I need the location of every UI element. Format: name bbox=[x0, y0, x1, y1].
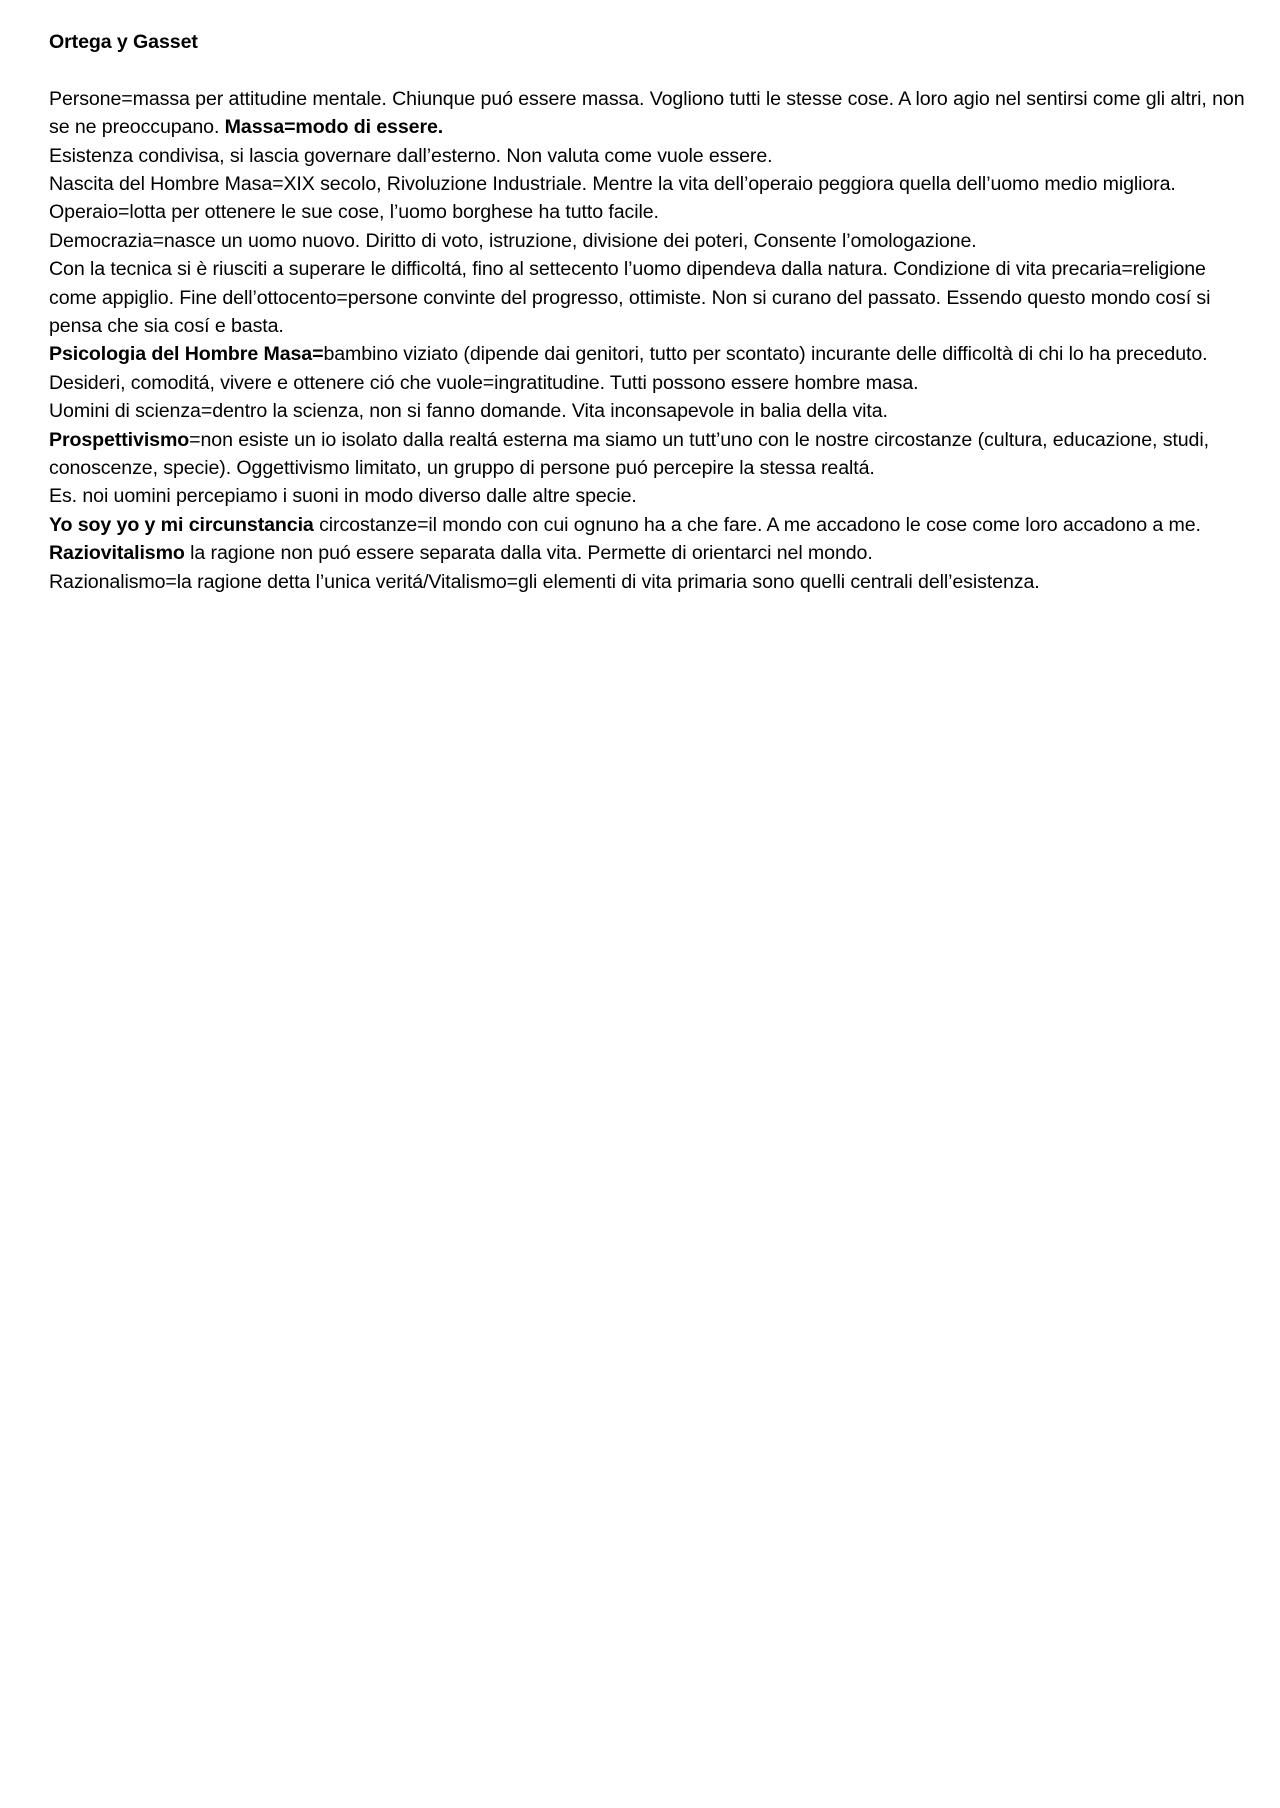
document-title: Ortega y Gasset bbox=[49, 31, 198, 53]
paragraph-bold-head: Psicologia del Hombre Masa= bbox=[49, 343, 324, 366]
paragraph-text: Razionalismo=la ragione detta l’unica veritá/Vitalismo=gli elementi di vita primaria sono quelli centrali dell’esistenza. bbox=[49, 570, 1040, 593]
paragraph-democrazia bbox=[49, 227, 1249, 255]
paragraph-text: la ragione non puó essere separata dalla vita. Permette di orientarci nel mondo. bbox=[184, 542, 873, 565]
paragraph-text: Uomini di scienza=dentro la scienza, non si fanno domande. Vita inconsapevole in balia della vita. bbox=[49, 400, 888, 423]
paragraph-esempio bbox=[49, 482, 1249, 510]
paragraph-circunstancia bbox=[49, 511, 1249, 539]
paragraph-text: Persone=massa per attitudine mentale. Chiunque puó essere massa. Vogliono tutti le stesse cose. A loro agio nel sentirsi come gli altri, non se ne preoccupano. bbox=[49, 87, 1245, 139]
paragraph-text: =non esiste un io isolato dalla realtá esterna ma siamo un tutt’uno con le nostre circostanze (cultura, educazione, studi, conoscenze, specie). Oggettivismo limitato, un gruppo di persone puó percepire la stessa realtá. bbox=[49, 428, 1209, 480]
paragraph-text: Con la tecnica si è riusciti a superare le difficoltá, fino al settecento l’uomo dipendeva dalla natura. Condizione di vita precaria=religione come appiglio. Fine dell’ottocento=persone convinte del progresso, ottimiste. Non si curano del passato. Essendo questo mondo cosí si pensa che sia cosí e basta. bbox=[49, 258, 1211, 338]
paragraph-esistenza bbox=[49, 142, 1249, 170]
paragraph-psicologia bbox=[49, 340, 1249, 397]
document-body bbox=[49, 28, 1249, 596]
paragraph-massa bbox=[49, 85, 1249, 142]
paragraph-text: Democrazia=nasce un uomo nuovo. Diritto di voto, istruzione, divisione dei poteri, Consente l’omologazione. bbox=[49, 229, 977, 252]
paragraph-razionalismo bbox=[49, 568, 1249, 596]
paragraph-bold-head: Prospettivismo bbox=[49, 428, 190, 451]
paragraph-bold-head: Raziovitalismo bbox=[49, 542, 185, 565]
paragraph-text: Es. noi uomini percepiamo i suoni in modo diverso dalle altre specie. bbox=[49, 485, 637, 508]
paragraph-text: circostanze=il mondo con cui ognuno ha a che fare. A me accadono le cose come loro accadono a me. bbox=[313, 513, 1201, 536]
paragraph-tecnica bbox=[49, 255, 1249, 340]
paragraph-scienza bbox=[49, 397, 1249, 425]
paragraph-bold-tail: Massa=modo di essere. bbox=[224, 116, 444, 139]
paragraph-prospettivismo bbox=[49, 426, 1249, 483]
paragraph-raziovitalismo bbox=[49, 539, 1249, 567]
paragraph-text: Esistenza condivisa, si lascia governare dall’esterno. Non valuta come vuole essere. bbox=[49, 144, 773, 167]
paragraph-text: Nascita del Hombre Masa=XIX secolo, Rivoluzione Industriale. Mentre la vita dell’operaio peggiora quella dell’uomo medio migliora. Operaio=lotta per ottenere le sue cose, l’uomo borghese ha tutto facile. bbox=[49, 173, 1176, 224]
paragraph-nascita bbox=[49, 170, 1249, 227]
paragraph-bold-head: Yo soy yo y mi circunstancia bbox=[49, 513, 314, 536]
paragraph-text: bambino viziato (dipende dai genitori, tutto per scontato) incurante delle difficoltà di chi lo ha preceduto. Desideri, comoditá, vivere e ottenere ció che vuole=ingratitudine. Tutti possono essere hombre masa. bbox=[49, 343, 1208, 394]
